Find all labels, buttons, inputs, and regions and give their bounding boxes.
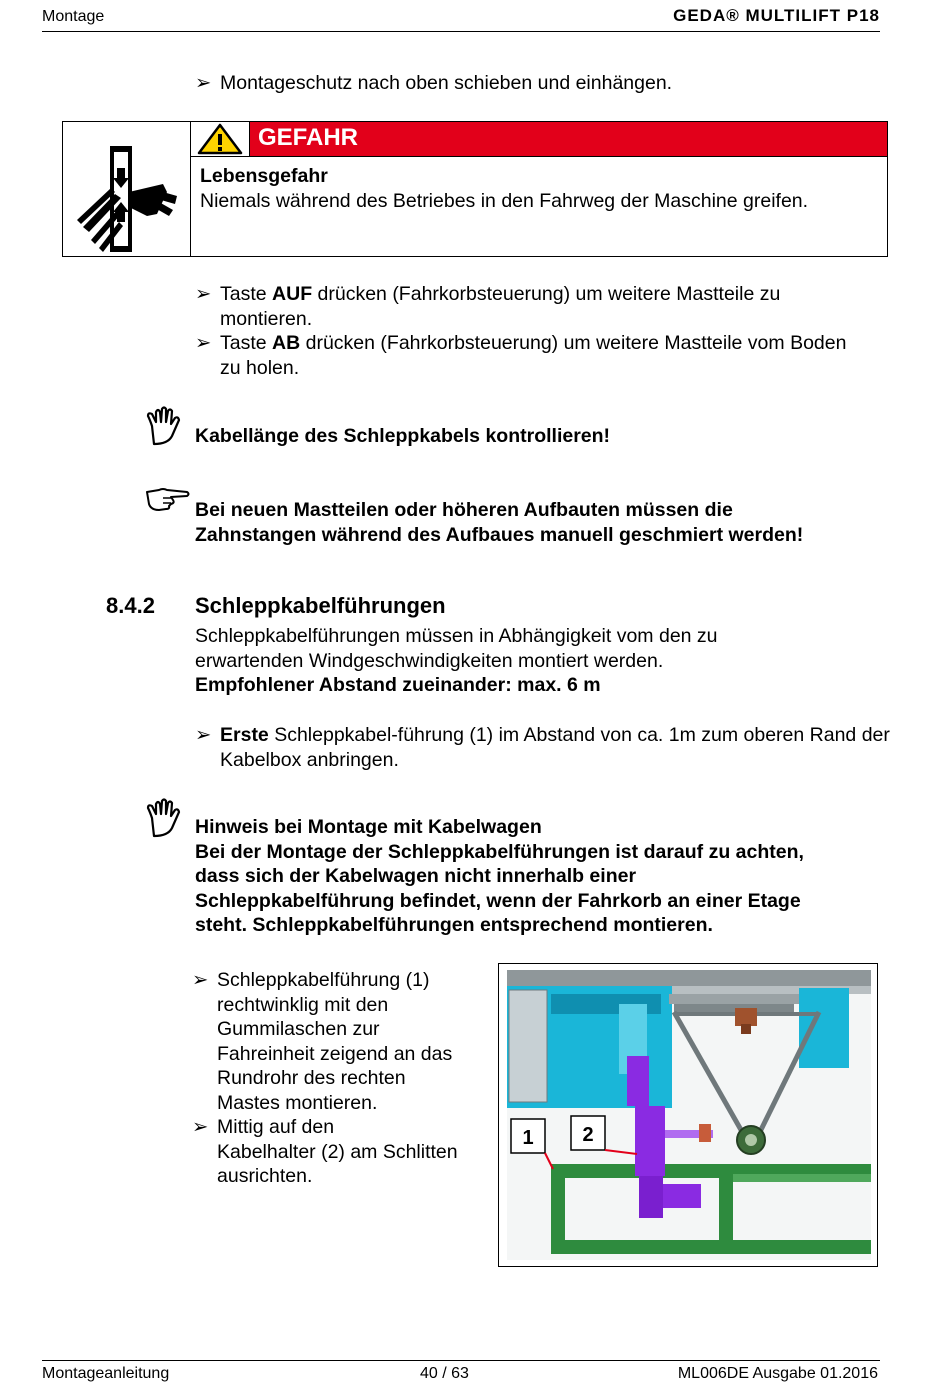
steps-list — [195, 282, 865, 380]
mounting-steps — [192, 968, 492, 1189]
key-label: AB — [272, 332, 301, 354]
crush-hazard-pictogram — [63, 122, 191, 256]
danger-notice — [62, 121, 888, 257]
header-section-title: Montage — [42, 8, 105, 25]
list-item — [195, 71, 900, 96]
bullet-arrow-icon: ➢ — [192, 1116, 209, 1138]
danger-subtitle: Lebensgefahr — [200, 165, 328, 187]
header-divider — [42, 31, 880, 32]
footer-document-title: Montageanleitung — [42, 1365, 170, 1382]
footer-divider — [42, 1360, 880, 1361]
section-title: Schleppkabelführungen — [195, 593, 446, 618]
page-number: 40 / 63 — [420, 1365, 469, 1382]
figure-label-1: 1 — [522, 1127, 534, 1149]
cable-guide-figure — [498, 963, 878, 1267]
danger-header — [191, 122, 887, 157]
cable-guide-illustration — [499, 964, 877, 1266]
list-item: ➢ Mittig auf den Kabelhalter (2) am Schlitten ausrichten. — [192, 1116, 458, 1187]
list-item: ➢ Schleppkabelführung (1) rechtwinklig mit den Gummilaschen zur Fahreinheit zeigend an das Rundrohr des rechten Mastes montieren. — [192, 969, 453, 1114]
list-item: ➢ Erste Schleppkabel-führung (1) im Abstand von ca. 1m zum oberen Rand der Kabelbox anbringen. — [195, 724, 890, 771]
cable-car-note: Hinweis bei Montage mit Kabelwagen Bei der Montage der Schleppkabelführungen ist darauf zu achten, dass sich der Kabelwagen nicht innerhalb einer Schleppkabelführung befindet, wenn der Fahrkorb an einer Etage steht. Schleppkabelführungen entsprechend montieren. — [195, 816, 804, 936]
section-intro: Schleppkabelführungen müssen in Abhängigkeit vom den zu erwartenden Windgeschwindigkeiten montiert werden. Empfohlener Abstand zueinander: max. 6 m — [195, 624, 875, 698]
warning-triangle-icon — [191, 122, 250, 156]
danger-text: Niemals während des Betriebes in den Fahrweg der Maschine greifen. — [200, 189, 809, 212]
danger-title: GEFAHR — [250, 122, 887, 156]
pointing-hand-icon — [145, 486, 191, 512]
stop-hand-icon — [146, 406, 182, 446]
bullet-arrow-icon: ➢ — [192, 969, 209, 991]
footer-edition: ML006DE Ausgabe 01.2016 — [677, 1365, 878, 1382]
section-number: 8.4.2 — [106, 593, 155, 618]
recommended-distance: Empfohlener Abstand zueinander: max. 6 m — [195, 674, 601, 696]
key-label: AUF — [272, 283, 313, 305]
bullet-arrow-icon: ➢ — [195, 724, 212, 746]
bullet-arrow-icon: ➢ — [195, 72, 212, 94]
figure-label-2: 2 — [582, 1124, 594, 1146]
crush-hazard-icon — [63, 122, 190, 256]
list-item: ➢ Taste AUF drücken (Fahrkorbsteuerung) um weitere Mastteile zu montieren. — [195, 283, 781, 330]
cable-check-note: Kabellänge des Schleppkabels kontrollieren! — [195, 425, 611, 447]
list-item-text: Montageschutz nach oben schieben und einhängen. — [220, 72, 673, 94]
lubrication-note: Bei neuen Mastteilen oder höheren Aufbauten müssen die Zahnstangen während des Aufbaues manuell geschmiert werden! — [195, 499, 804, 546]
header-product-logo: GEDA® MULTILIFT P18 — [673, 6, 880, 25]
stop-hand-icon — [146, 798, 182, 838]
bullet-arrow-icon: ➢ — [195, 283, 212, 305]
bullet-arrow-icon: ➢ — [195, 332, 212, 354]
list-item: ➢ Taste AB drücken (Fahrkorbsteuerung) um weitere Mastteile vom Boden zu holen. — [195, 332, 847, 379]
danger-body — [200, 164, 808, 213]
